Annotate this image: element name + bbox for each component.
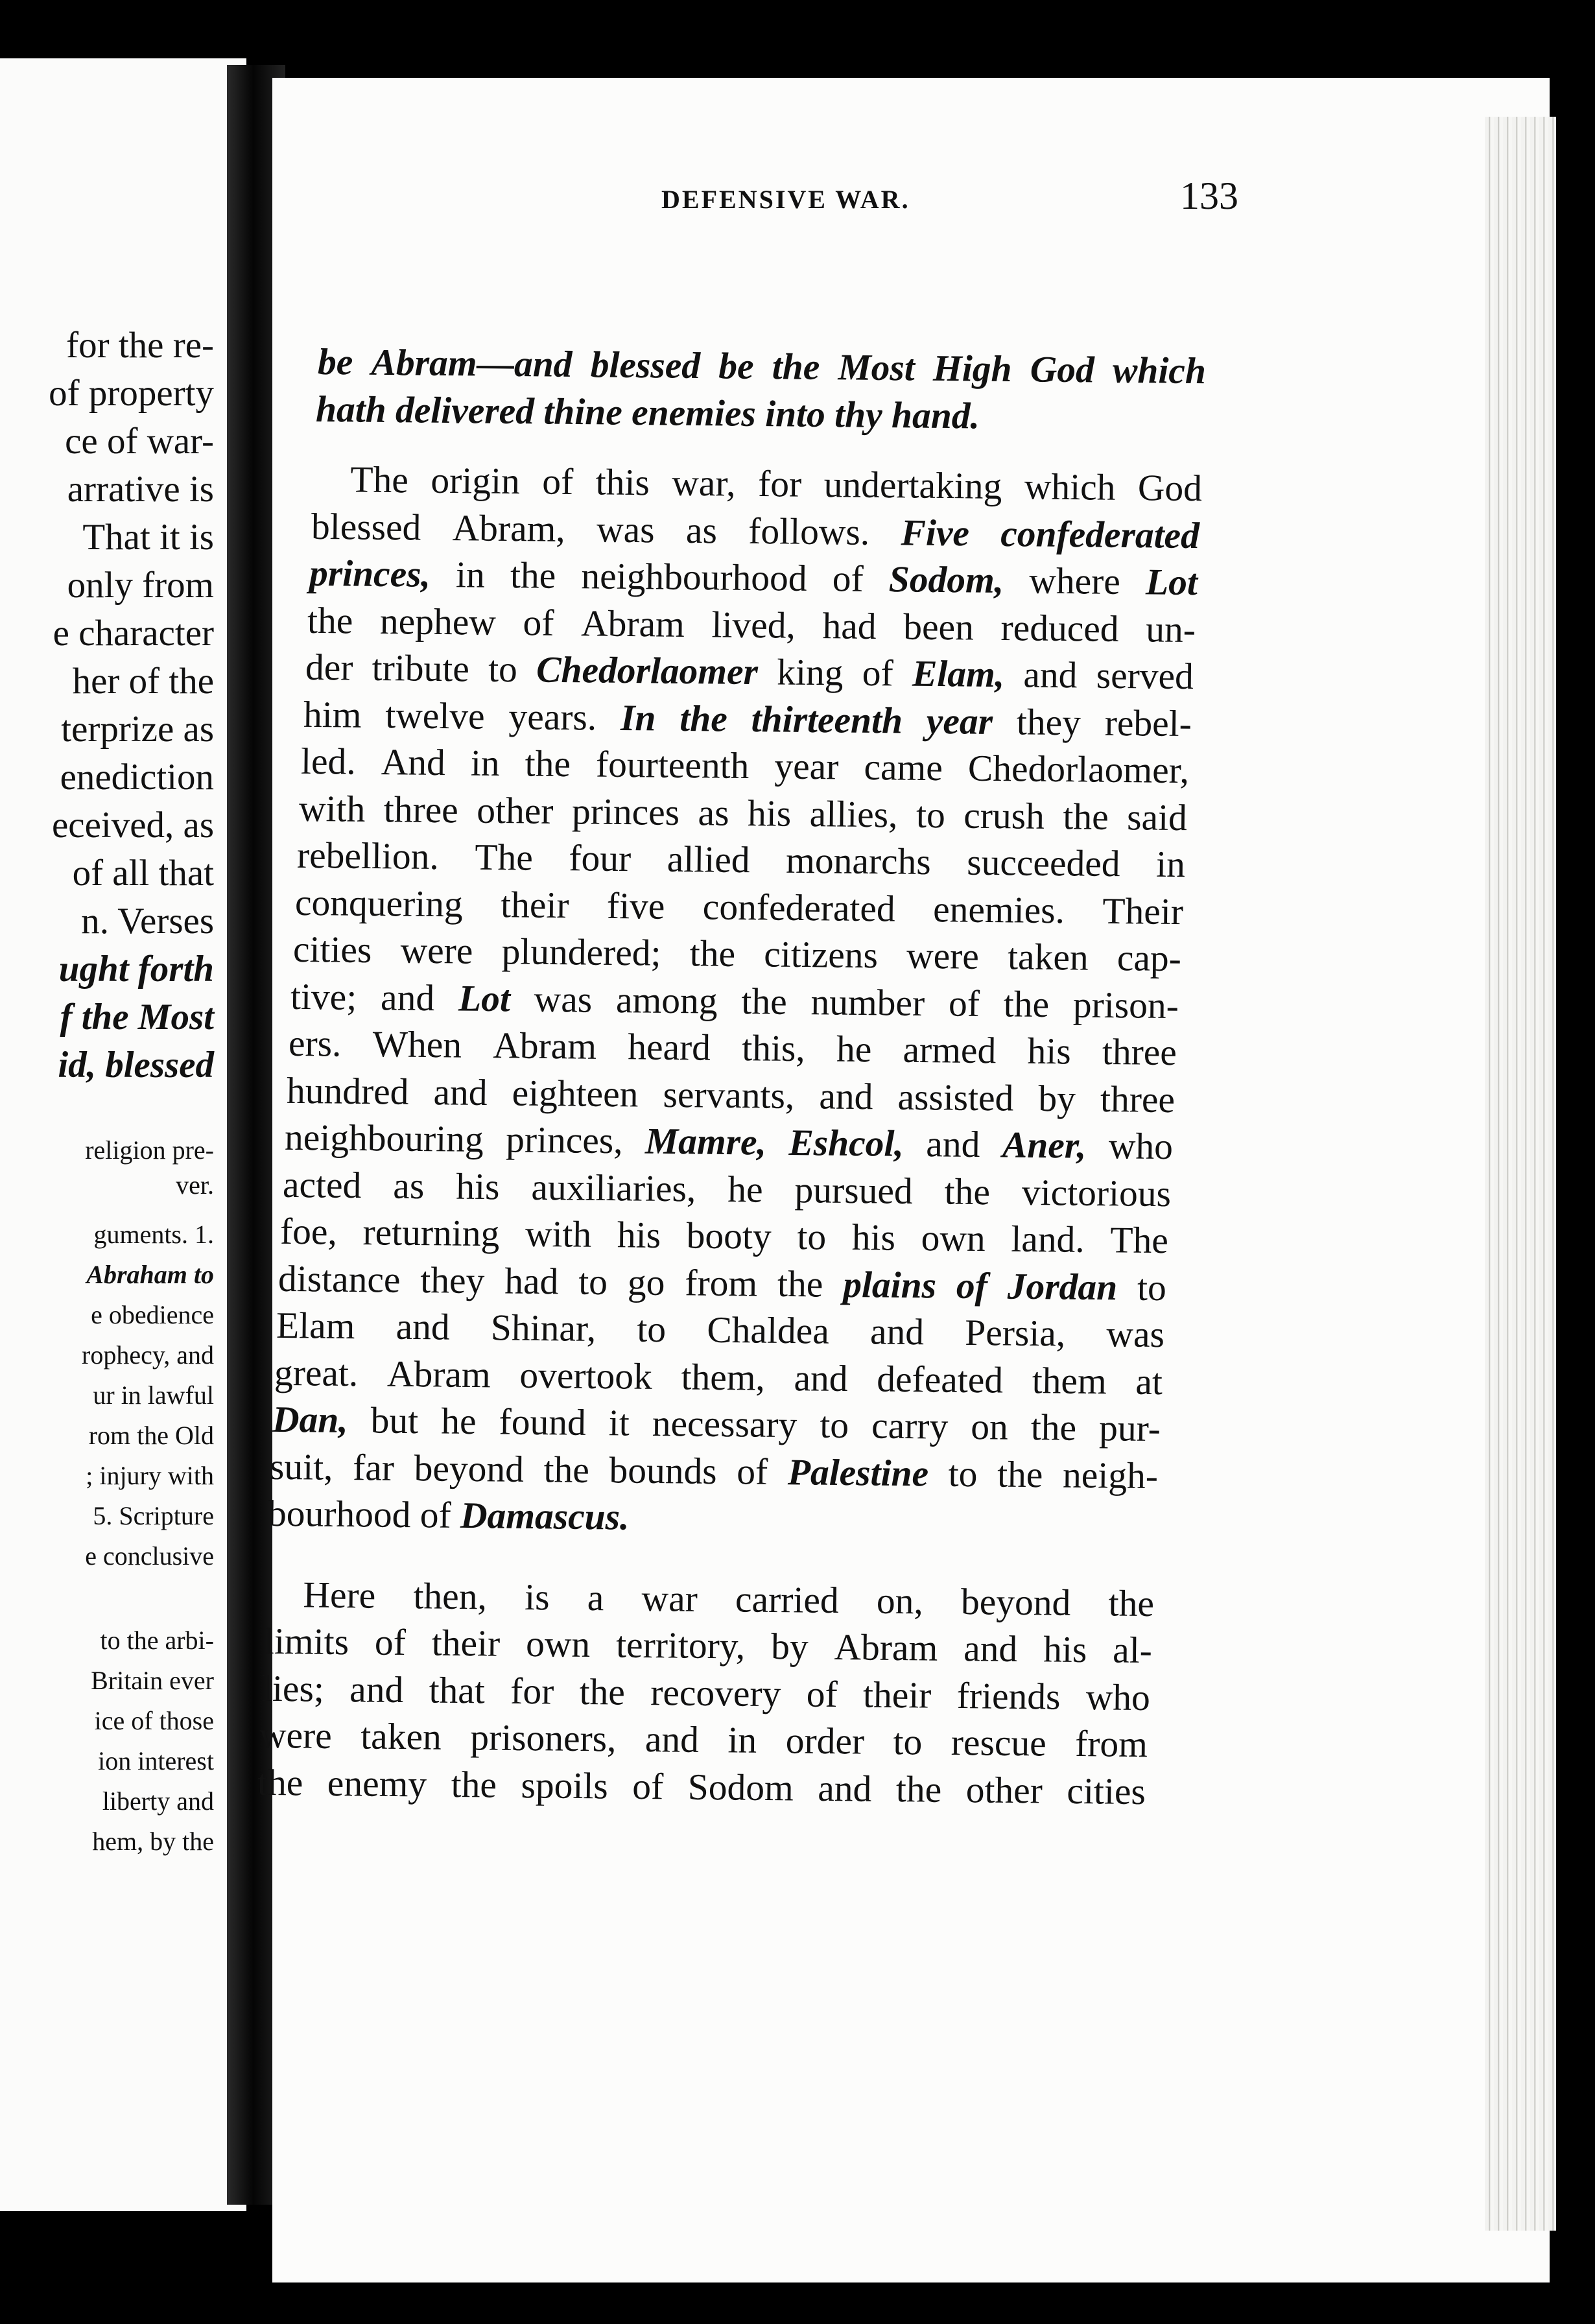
left-page-line: eceived, as	[51, 805, 214, 846]
body-line: hundred and eighteen servants, and assisted by three	[286, 1070, 1176, 1120]
body-line: be Abram—and blessed be the Most High God which	[317, 341, 1207, 392]
body-line: neighbouring princes, Mamre, Eshcol, and Aner, who	[284, 1117, 1174, 1168]
body-line: conquering their five confederated enemies. Their	[294, 882, 1184, 932]
left-page-note-line: guments. 1.	[93, 1220, 214, 1249]
body-line: bourhood of Damascus.	[267, 1493, 630, 1538]
body-line: Elam and Shinar, to Chaldea and Persia, was	[276, 1305, 1165, 1356]
left-page-line: arrative is	[67, 469, 214, 510]
body-line: suit, far beyond the bounds of Palestine to the neigh-	[269, 1446, 1159, 1497]
left-page-note-line: rophecy, and	[82, 1340, 214, 1370]
body-line: lies; and that for the recovery of their friends who	[261, 1668, 1151, 1718]
body-line: acted as his auxiliaries, he pursued the victorious	[282, 1164, 1172, 1215]
body-line: distance they had to go from the plains of Jordan to	[278, 1258, 1167, 1309]
left-page-line: her of the	[72, 661, 214, 702]
body-line: blessed Abram, was as follows. Five confederated	[311, 506, 1200, 556]
left-page-line: of property	[49, 373, 214, 414]
body-line: the enemy the spoils of Sodom and the other cities	[257, 1762, 1146, 1812]
body-line: limits of their own territory, by Abram and his al-	[263, 1620, 1153, 1672]
left-page-line: e character	[53, 613, 214, 654]
body-line: Here then, is a war carried on, beyond the	[265, 1574, 1155, 1624]
left-page-note-line: ice of those	[94, 1706, 214, 1735]
body-line: him twelve years. In the thirteenth year they rebel-	[303, 694, 1192, 744]
body-line: ers. When Abram heard this, he armed his three	[288, 1023, 1177, 1074]
body-text	[257, 341, 1225, 1978]
body-line: with three other princes as his allies, to crush the said	[298, 788, 1188, 838]
left-page-note-line: ver.	[176, 1170, 214, 1200]
left-page-note-line: liberty and	[102, 1786, 214, 1816]
left-page-note-line: religion pre-	[85, 1135, 214, 1165]
left-page-line: of all that	[72, 853, 214, 894]
left-page-line: n. Verses	[81, 901, 214, 942]
left-page-line: enediction	[60, 757, 214, 798]
body-line: the nephew of Abram lived, had been reduced un-	[307, 600, 1196, 650]
body-line: rebellion. The four allied monarchs succeeded in	[296, 835, 1186, 886]
body-line: tive; and Lot was among the number of the prison-	[290, 976, 1179, 1026]
left-page-note-line: Britain ever	[91, 1666, 214, 1695]
left-page-line: only from	[67, 565, 214, 606]
left-page	[0, 58, 246, 2211]
left-page-line: ught forth	[58, 949, 214, 990]
body-line: hath delivered thine enemies into thy hand.	[315, 388, 980, 437]
body-line: der tribute to Chedorlaomer king of Elam, and served	[305, 646, 1194, 698]
left-page-note-line: ; injury with	[86, 1461, 214, 1490]
body-line: were taken prisoners, and in order to rescue from	[259, 1714, 1148, 1766]
page-number: 133	[1180, 174, 1238, 217]
body-line: The origin of this war, for undertaking which God	[313, 458, 1203, 510]
left-page-note-line: ur in lawful	[93, 1381, 214, 1410]
left-page-note-line: hem, by the	[92, 1827, 214, 1856]
left-page-line: f the Most	[60, 997, 214, 1038]
left-page-line: That it is	[82, 517, 214, 558]
left-page-note-line: Abraham to	[86, 1260, 214, 1289]
left-page-note-line: rom the Old	[88, 1421, 214, 1450]
left-page-line: id, blessed	[58, 1045, 214, 1085]
left-page-note-line: ion interest	[98, 1746, 214, 1775]
left-page-line: terprize as	[61, 709, 214, 750]
left-page-note-line: e obedience	[91, 1300, 214, 1329]
left-page-note-line: 5. Scripture	[93, 1501, 214, 1530]
running-head	[389, 174, 1238, 219]
body-line: cities were plundered; the citizens were taken cap-	[292, 929, 1182, 980]
body-line: Dan, but he found it necessary to carry on the pur-	[272, 1399, 1161, 1450]
body-line: princes, in the neighbourhood of Sodom, where Lot	[309, 552, 1198, 604]
body-line: led. And in the fourteenth year came Chedorlaomer,	[300, 741, 1190, 792]
body-line: great. Abram overtook them, and defeated them at	[274, 1352, 1163, 1403]
running-title: DEFENSIVE WAR.	[661, 185, 910, 214]
left-page-line: ce of war-	[65, 421, 214, 462]
page-edges	[1485, 117, 1556, 2231]
left-page-line: for the re-	[66, 325, 214, 366]
left-page-note-line: to the arbi-	[100, 1626, 214, 1655]
left-page-note-line: e conclusive	[85, 1541, 214, 1571]
body-line: foe, returning with his booty to his own land. The	[279, 1211, 1169, 1262]
